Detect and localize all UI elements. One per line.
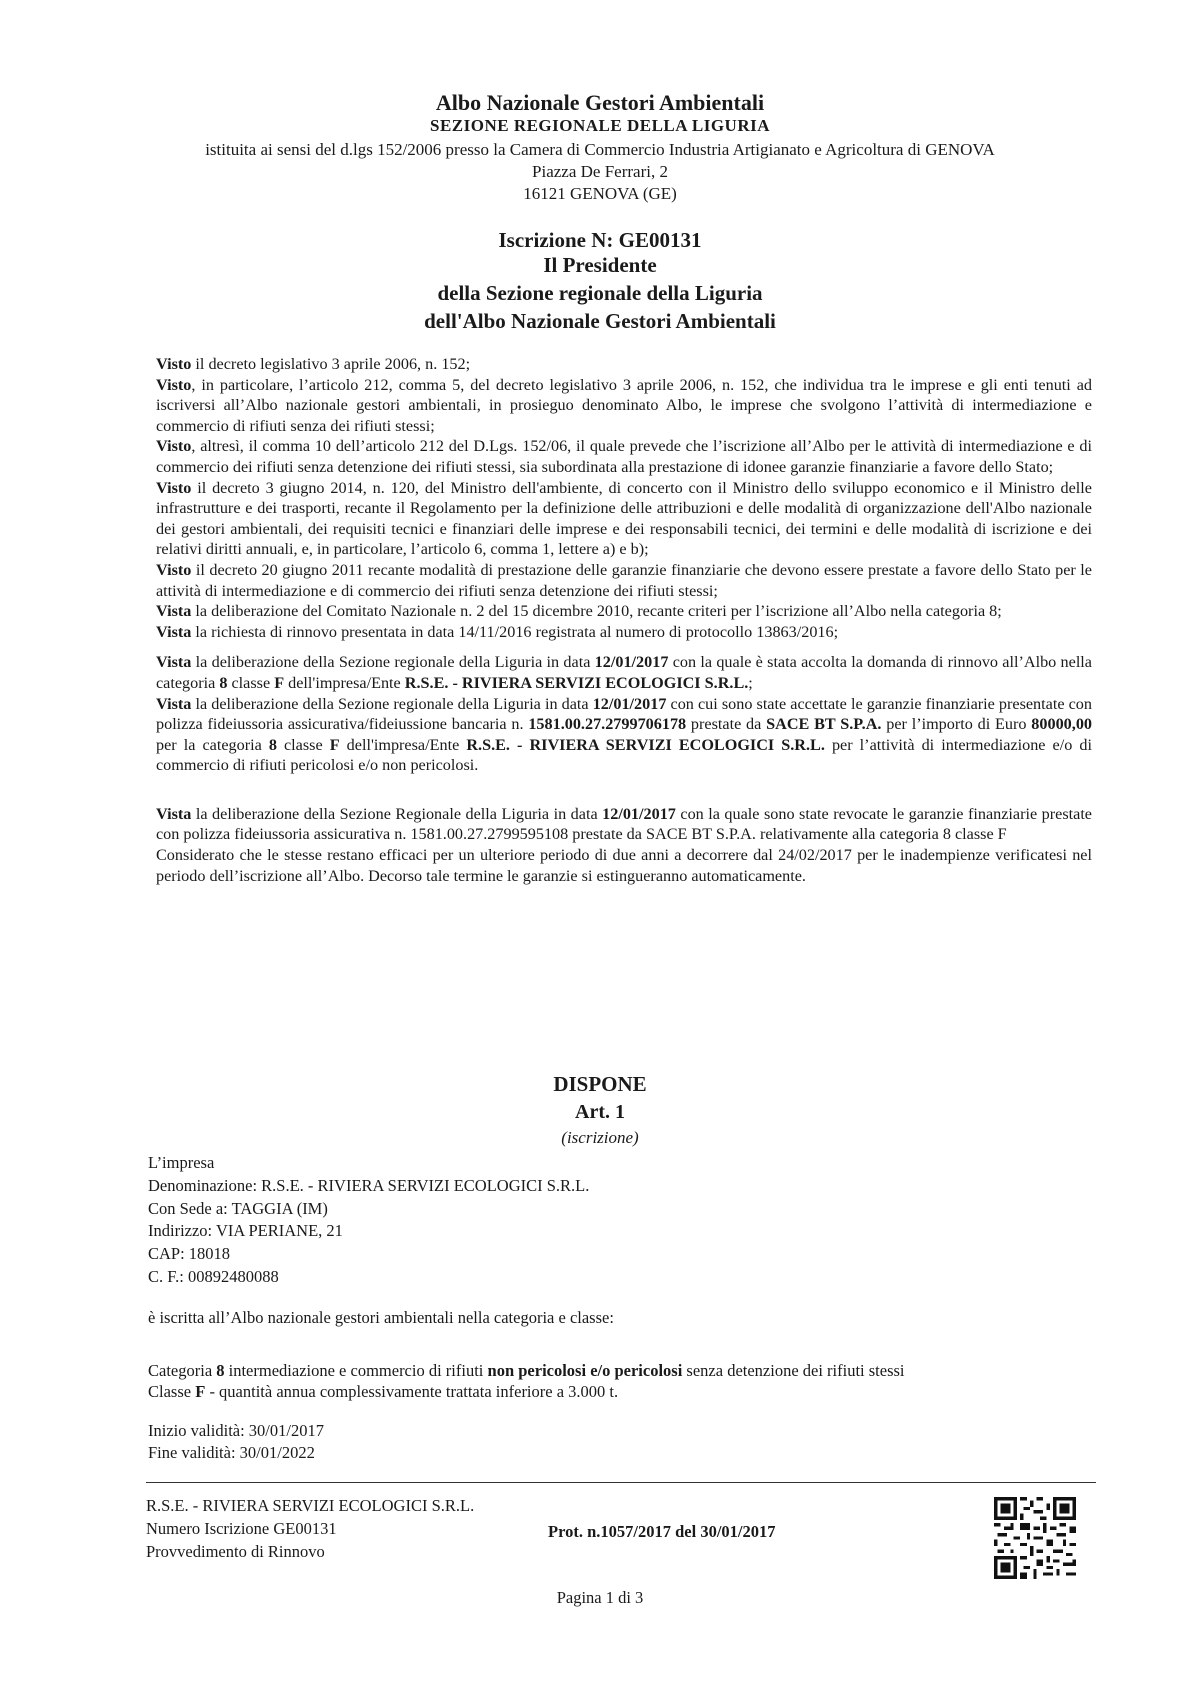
validity-start: Inizio validità: 30/01/2017 <box>148 1421 324 1440</box>
deliberation-text: ; <box>748 673 753 692</box>
presidente-title: Il Presidente <box>543 253 657 277</box>
premise-paragraph <box>156 354 1092 375</box>
premise-paragraph <box>156 478 1092 560</box>
premise-text: il decreto 3 giugno 2014, n. 120, del Ministro dell'ambiente, di concerto con il Ministro dello sviluppo economico e il Ministro delle infrastrutture e dei trasporti, recante il Regolamento per la definizione delle attribuzioni e delle modalità di organizzazione dell'Albo nazionale dei gestori ambientali, dei requisiti tecnici e finanziari delle imprese e dei responsabili tecnici, dei termini e delle modalità di iscrizione e dei relativi diritti annuali, e, in particolare, l’articolo 6, comma 1, lettere a) e b); <box>156 478 1092 559</box>
premise-lead: Visto <box>156 478 192 497</box>
categoria-line <box>148 1360 905 1381</box>
deliberation-guarantees <box>156 694 1092 776</box>
iscritta-statement: è iscritta all’Albo nazionale gestori ambientali nella categoria e classe: <box>148 1308 614 1327</box>
category-number: 8 <box>219 673 228 692</box>
header-address-line1: Piazza De Ferrari, 2 <box>532 162 668 181</box>
article-heading: Art. 1 <box>575 1101 625 1123</box>
deliberation-acceptance <box>156 652 1092 693</box>
premise-lead: Visto <box>156 560 192 579</box>
validity-block <box>148 1420 324 1464</box>
footer-numero: Numero Iscrizione GE00131 <box>146 1519 337 1538</box>
header-title: Albo Nazionale Gestori Ambientali <box>435 90 765 115</box>
company-indirizzo: Indirizzo: VIA PERIANE, 21 <box>148 1221 343 1241</box>
sezione-title: della Sezione regionale della Liguria <box>437 281 763 305</box>
premise-text: , in particolare, l’articolo 212, comma 5, del decreto legislativo 3 aprile 2006, n. 152, che individua tra le imprese e gli enti tenuti ad iscriversi all’Albo nazionale gestori ambientali, in prosieguo denominato Albo, le imprese che svolgono l’attività di intermediazione e commercio di rifiuti senza dei rifiuti stessi; <box>156 375 1092 435</box>
qr-code-icon <box>994 1497 1076 1579</box>
company-name: R.S.E. - RIVIERA SERVIZI ECOLOGICI S.R.L. <box>466 735 825 754</box>
premise-text: la deliberazione del Comitato Nazionale n. 2 del 15 dicembre 2010, recante criteri per l’iscrizione all’Albo nella categoria 8; <box>191 602 1002 621</box>
insurer-name: SACE BT S.P.A. <box>766 715 882 734</box>
class-letter: F <box>329 735 340 754</box>
premise-text: la richiesta di rinnovo presentata in data 14/11/2016 registrata al numero di protocollo 13863/2016; <box>191 622 839 641</box>
premise-lead: Vista <box>156 622 192 641</box>
categoria-text: Categoria <box>148 1361 217 1380</box>
premise-paragraph <box>156 375 1092 437</box>
category-number: 8 <box>268 735 277 754</box>
deliberation-text: per l’importo di Euro <box>881 715 1032 734</box>
classe-text: - quantità annua complessivamente trattata inferiore a 3.000 t. <box>205 1382 619 1401</box>
categoria-text: intermediazione e commercio di rifiuti <box>224 1361 488 1380</box>
considerato-paragraph: Considerato che le stesse restano efficaci per un ulteriore periodo di due anni a decorrere dal 24/02/2017 per le inadempienze verificatesi nel periodo dell’iscrizione all’Albo. Decorso tale termine le garanzie si estingueranno automaticamente. <box>156 846 1092 885</box>
header-address-line2: 16121 GENOVA (GE) <box>523 184 677 203</box>
category-number: 8 <box>216 1361 225 1380</box>
categoria-text: senza detenzione dei rifiuti stessi <box>682 1361 905 1380</box>
deliberation-text: la deliberazione della Sezione regionale della Liguria in data <box>191 653 595 672</box>
category-block <box>148 1360 905 1402</box>
company-cap: CAP: 18018 <box>148 1244 231 1264</box>
deliberation-text: con la quale è stata accolta la domanda di rinnovo all’Albo nella categoria <box>156 653 1092 692</box>
categoria-bold-text: non pericolosi e/o pericolosi <box>487 1361 683 1380</box>
company-details <box>148 1152 589 1289</box>
deliberation-text: classe <box>227 673 275 692</box>
deliberation-text: per l’attività di intermediazione e/o di commercio di rifiuti pericolosi e/o non pericolosi. <box>156 735 1092 775</box>
deliberation-text: con cui sono state accettate le garanzie finanziarie presentate con polizza fideiussoria assicurativa/fideiussione bancaria n. <box>156 694 1092 734</box>
premise-lead: Visto <box>156 437 192 456</box>
premise-text: , altresì, il comma 10 dell’articolo 212 del D.Lgs. 152/06, il quale prevede che l’iscrizione all’Albo per le attività di intermediazione e di commercio dei rifiuti senza detenzione dei rifiuti stessi, sia subordinata alla prestazione di idonee garanzie finanziarie a favore dello Stato; <box>156 437 1092 476</box>
policy-number: 1581.00.27.2799706178 <box>528 715 687 734</box>
iscrizione-number: Iscrizione N: GE00131 <box>498 228 702 252</box>
deliberation-text: prestate da <box>686 715 767 734</box>
deliberation-revocation <box>156 804 1092 845</box>
classe-line <box>148 1381 905 1402</box>
deliberation-lead: Vista <box>156 804 192 823</box>
deliberation-date: 12/01/2017 <box>602 804 676 823</box>
page-number: Pagina 1 di 3 <box>556 1588 644 1607</box>
dispone-heading: DISPONE <box>553 1072 647 1096</box>
deliberation-date: 12/01/2017 <box>594 653 669 672</box>
premise-paragraph <box>156 622 1092 643</box>
protocol-number: Prot. n.1057/2017 del 30/01/2017 <box>548 1522 776 1541</box>
company-sede: Con Sede a: TAGGIA (IM) <box>148 1198 328 1218</box>
company-intro: L’impresa <box>148 1153 215 1172</box>
header-institution: istituita ai sensi del d.lgs 152/2006 presso la Camera di Commercio Industria Artigianato e Agricoltura di GENOVA <box>205 140 995 159</box>
guarantee-amount: 80000,00 <box>1031 715 1092 734</box>
header-section: SEZIONE REGIONALE DELLA LIGURIA <box>429 116 770 135</box>
premise-lead: Visto <box>156 375 192 394</box>
deliberation-text: dell'impresa/Ente <box>339 735 467 754</box>
albo-title: dell'Albo Nazionale Gestori Ambientali <box>424 309 776 333</box>
deliberation-text: dell'impresa/Ente <box>284 673 405 692</box>
validity-end: Fine validità: 30/01/2022 <box>148 1443 315 1462</box>
footer-provvedimento: Provvedimento di Rinnovo <box>146 1542 325 1561</box>
deliberation-text: per la categoria <box>156 735 269 754</box>
premise-paragraph <box>156 601 1092 622</box>
company-denominazione: Denominazione: R.S.E. - RIVIERA SERVIZI ECOLOGICI S.R.L. <box>148 1175 590 1195</box>
premise-lead: Vista <box>156 602 192 621</box>
deliberation-date: 12/01/2017 <box>592 694 667 713</box>
premise-text: il decreto 20 giugno 2011 recante modalità di prestazione delle garanzie finanziarie che devono essere prestate a favore dello Stato per le attività di intermediazione e di commercio dei rifiuti senza detenzione dei rifiuti stessi; <box>156 560 1092 600</box>
premise-lead: Visto <box>156 355 192 373</box>
article-subtitle: (iscrizione) <box>561 1128 639 1147</box>
footer-divider <box>146 1482 1096 1483</box>
deliberation-lead: Vista <box>156 694 192 713</box>
company-name: R.S.E. - RIVIERA SERVIZI ECOLOGICI S.R.L. <box>404 673 749 692</box>
premise-paragraph <box>156 560 1092 601</box>
deliberation-lead: Vista <box>156 653 192 672</box>
premises-body <box>156 354 1092 886</box>
classe-text: Classe <box>148 1382 196 1401</box>
footer-company: R.S.E. - RIVIERA SERVIZI ECOLOGICI S.R.L. <box>146 1496 475 1515</box>
class-letter: F <box>274 673 285 692</box>
deliberation-text: la deliberazione della Sezione Regionale della Liguria in data <box>191 804 603 823</box>
deliberation-text: con la quale sono state revocate le garanzie finanziarie prestate con polizza fideiussoria assicurativa n. 1581.00.27.2799595108 prestate da SACE BT S.P.A. relativamente alla categoria 8 classe F <box>156 804 1092 844</box>
class-letter: F <box>195 1382 206 1401</box>
footer-info <box>146 1494 474 1563</box>
premise-text: il decreto legislativo 3 aprile 2006, n. 152; <box>191 355 471 373</box>
company-cf: C. F.: 00892480088 <box>148 1266 279 1286</box>
deliberation-text: la deliberazione della Sezione regionale della Liguria in data <box>191 694 593 713</box>
premise-paragraph <box>156 436 1092 477</box>
deliberation-text: classe <box>276 735 330 754</box>
